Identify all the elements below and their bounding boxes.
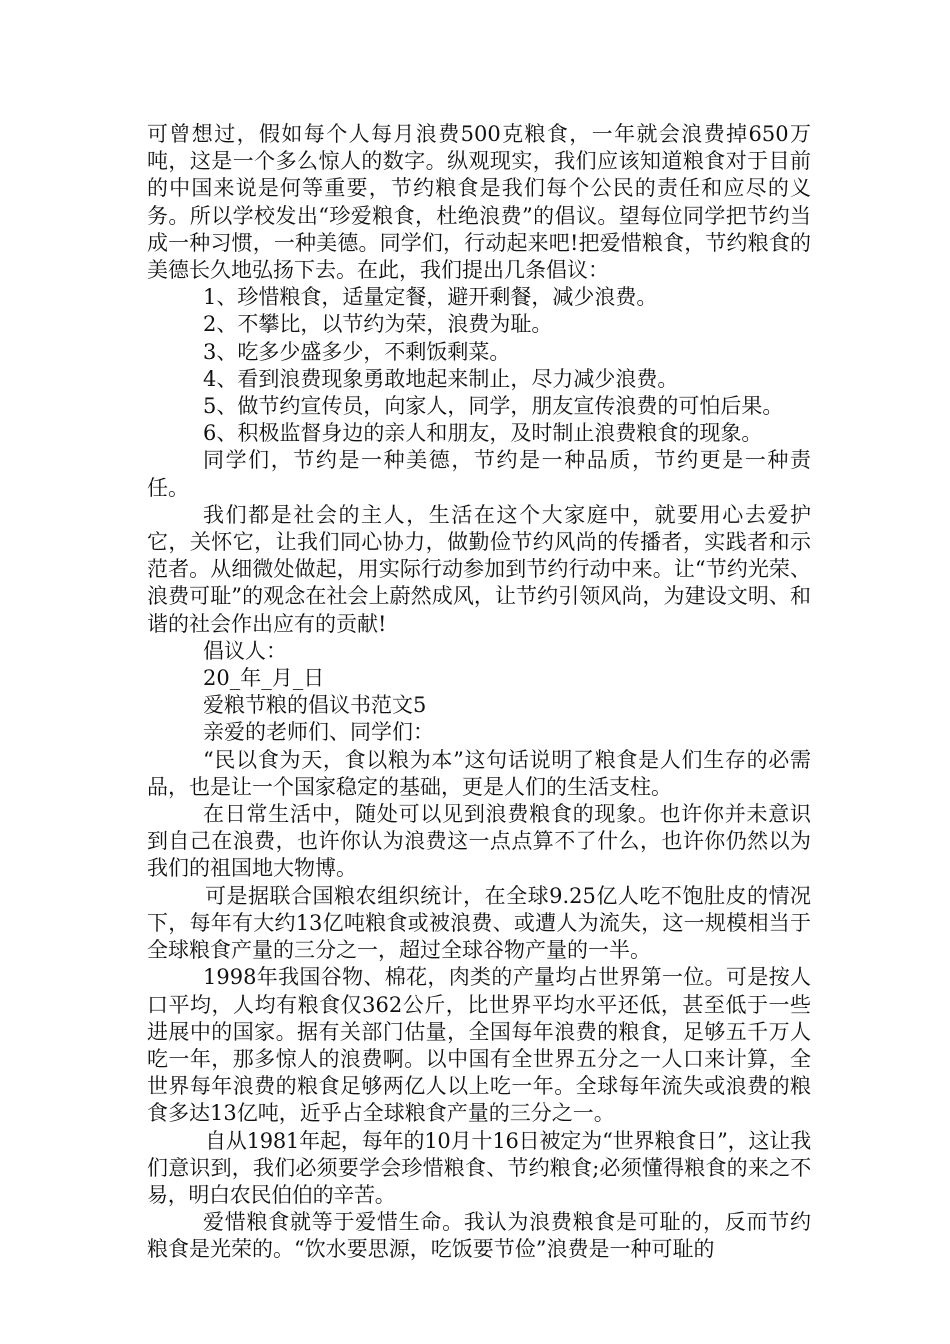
paragraph-cherish-food: 爱惜粮食就等于爱惜生命。我认为浪费粮食是可耻的，反而节约粮食是光荣的。“饮水要思源，吃饭要节俭”浪费是一种可耻的 bbox=[147, 1210, 811, 1262]
proposal-item-2: 2、不攀比，以节约为荣，浪费为耻。 bbox=[203, 312, 553, 337]
paragraph-world-food-day: 自从1981年起，每年的10月十16日被定为“世界粮食日”，这让我们意识到，我们必须要学会珍惜粮食、节约粮食;必须懂得粮食的来之不易，明白农民伯伯的辛苦。 bbox=[147, 1128, 811, 1207]
proposal-item-6: 6、积极监督身边的亲人和朋友，及时制止浪费粮食的现象。 bbox=[203, 421, 763, 446]
signature-label: 倡议人： bbox=[203, 638, 287, 663]
paragraph-daily-life: 在日常生活中，随处可以见到浪费粮食的现象。也许你并未意识到自己在浪费，也许你认为浪费这一点点算不了什么，也许你仍然以为我们的祖国地大物博。 bbox=[147, 802, 811, 881]
paragraph-1998: 1998年我国谷物、棉花，肉类的产量均占世界第一位。可是按人口平均，人均有粮食仅362公斤，比世界平均水平还低，甚至低于一些进展中的国家。据有关部门估量，全国每年浪费的粮食，足够五千万人吃一年，那多惊人的浪费啊。以中国有全世界五分之一人口来计算，全世界每年浪费的粮食足够两亿人以上吃一年。全球每年流失或浪费的粮食多达13亿吨，近乎占全球粮食产量的三分之一。 bbox=[147, 965, 811, 1126]
proposal-item-3: 3、吃多少盛多少，不剩饭剩菜。 bbox=[203, 339, 511, 364]
paragraph-fao-stats: 可是据联合国粮农组织统计，在全球9.25亿人吃不饱肚皮的情况下，每年有大约13亿吨粮食或被浪费、或遭人为流失，这一规模相当于全球粮食产量的三分之一，超过全球谷物产量的一半。 bbox=[147, 883, 811, 963]
section-title: 爱粮节粮的倡议书范文5 bbox=[203, 693, 427, 718]
paragraph-proverb: “民以食为天，食以粮为本”这句话说明了粮食是人们生存的必需品，也是让一个国家稳定的基础，更是人们的生活支柱。 bbox=[147, 747, 811, 799]
proposal-item-1: 1、珍惜粮食，适量定餐，避开剩餐，减少浪费。 bbox=[203, 285, 658, 310]
signature-date: 20_年_月_日 bbox=[203, 666, 325, 691]
paragraph-virtue: 同学们，节约是一种美德，节约是一种品质，节约更是一种责任。 bbox=[147, 448, 811, 500]
salutation: 亲爱的老师们、同学们： bbox=[203, 720, 434, 745]
paragraph-intro: 可曾想过，假如每个人每月浪费500克粮食，一年就会浪费掉650万吨，这是一个多么惊人的数字。纵观现实，我们应该知道粮食对于目前的中国来说是何等重要，节约粮食是我们每个公民的责任和应尽的义务。所以学校发出“珍爱粮食，杜绝浪费”的倡议。望每位同学把节约当成一种习惯，一种美德。同学们，行动起来吧!把爱惜粮食，节约粮食的美德长久地弘扬下去。在此，我们提出几条倡议： bbox=[147, 122, 811, 283]
proposal-item-5: 5、做节约宣传员，向家人，同学，朋友宣传浪费的可怕后果。 bbox=[203, 394, 784, 419]
proposal-item-4: 4、看到浪费现象勇敢地起来制止，尽力减少浪费。 bbox=[203, 366, 679, 391]
paragraph-society: 我们都是社会的主人，生活在这个大家庭中，就要用心去爱护它，关怀它，让我们同心协力，做勤俭节约风尚的传播者，实践者和示范者。从细微处做起，用实际行动参加到节约行动中来。让“节约光荣、浪费可耻”的观念在社会上蔚然成风，让节约引领风尚，为建设文明、和谐的社会作出应有的贡献! bbox=[147, 502, 811, 636]
document-body bbox=[147, 121, 811, 1264]
